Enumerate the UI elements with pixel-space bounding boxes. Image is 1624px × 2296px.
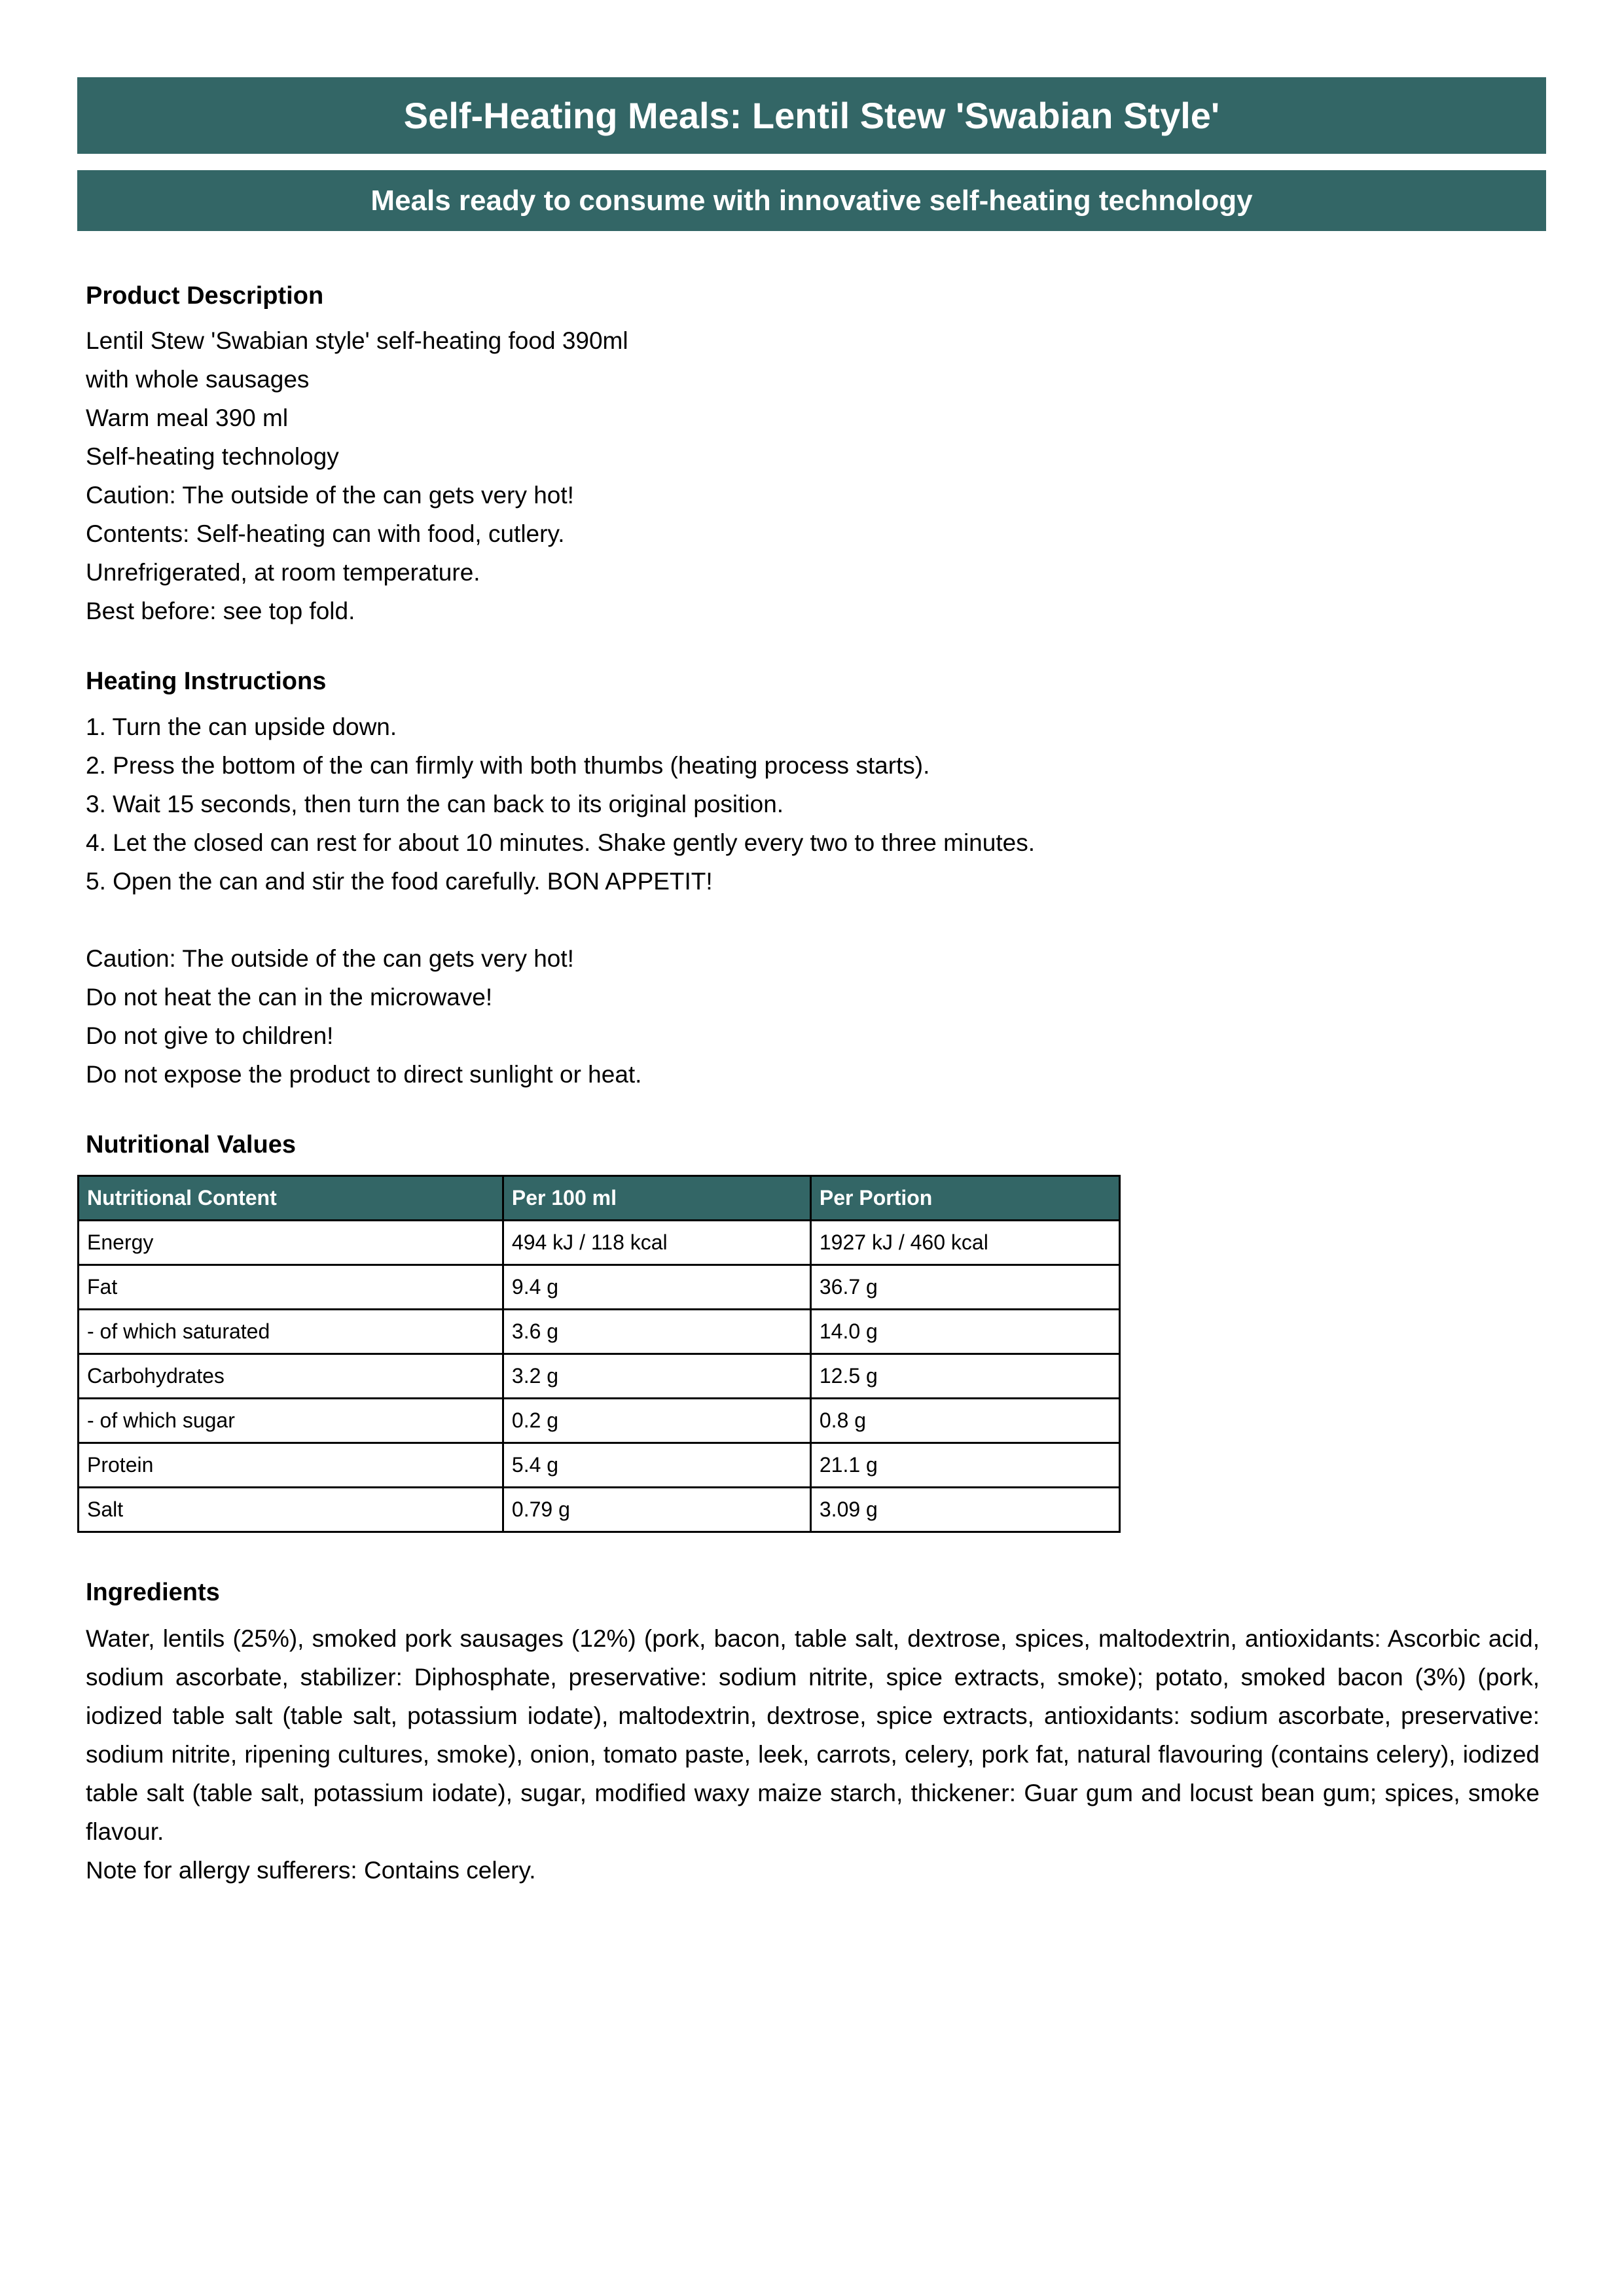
description-line: Unrefrigerated, at room temperature. bbox=[86, 559, 480, 586]
title-banner bbox=[77, 77, 1546, 154]
page-title: Self-Heating Meals: Lentil Stew 'Swabian Style' bbox=[403, 95, 1220, 136]
per-portion-value: 12.5 g bbox=[810, 1354, 1119, 1399]
instruction-step: 4. Let the closed can rest for about 10 minutes. Shake gently every two to three minutes. bbox=[86, 829, 1035, 856]
table-row bbox=[79, 1354, 1120, 1399]
product-description-list bbox=[86, 321, 628, 630]
per-100ml-value: 494 kJ / 118 kcal bbox=[503, 1221, 810, 1265]
nutrient-name: Protein bbox=[79, 1443, 503, 1488]
subtitle-banner bbox=[77, 170, 1546, 231]
per-portion-value: 3.09 g bbox=[810, 1488, 1119, 1532]
per-100ml-value: 3.6 g bbox=[503, 1310, 810, 1354]
description-line: with whole sausages bbox=[86, 366, 310, 393]
description-line: Lentil Stew 'Swabian style' self-heating food 390ml bbox=[86, 327, 628, 354]
warning-line: Caution: The outside of the can gets very hot! bbox=[86, 945, 574, 972]
nutrient-name: Carbohydrates bbox=[79, 1354, 503, 1399]
column-header: Per 100 ml bbox=[503, 1176, 810, 1221]
nutritional-values-heading: Nutritional Values bbox=[86, 1131, 296, 1158]
description-line: Caution: The outside of the can gets very hot! bbox=[86, 482, 574, 509]
allergy-note: Note for allergy sufferers: Contains celery. bbox=[86, 1857, 536, 1884]
nutrient-name: - of which sugar bbox=[79, 1399, 503, 1443]
per-100ml-value: 3.2 g bbox=[503, 1354, 810, 1399]
per-100ml-value: 5.4 g bbox=[503, 1443, 810, 1488]
ingredients-heading: Ingredients bbox=[86, 1579, 220, 1606]
ingredients-text: Water, lentils (25%), smoked pork sausages (12%) (pork, bacon, table salt, dextrose, spices, maltodextrin, antioxidants: Ascorbic acid, sodium ascorbate, stabilizer: Diphosphate, preservative: sodium nitrite, spice extracts, smoke); potato, smoked bacon (3%) (pork, iodized table salt (table salt, potassium iodate), maltodextrin, dextrose, spice extracts, antioxidants: sodium ascorbate, preservative: sodium nitrite, ripening cultures, smoke), onion, tomato paste, leek, carrots, celery, pork fat, natural flavouring (contains celery), iodized table salt (table salt, potassium iodate), sugar, modified waxy maize starch, thickener: Guar gum and locust bean gum; spices, smoke flavour. bbox=[86, 1625, 1540, 1845]
table-row bbox=[79, 1221, 1120, 1265]
warning-line: Do not give to children! bbox=[86, 1022, 334, 1049]
spacer bbox=[86, 901, 1035, 939]
nutrient-name: - of which saturated bbox=[79, 1310, 503, 1354]
per-portion-value: 0.8 g bbox=[810, 1399, 1119, 1443]
heating-instructions-list bbox=[86, 708, 1035, 1094]
per-portion-value: 36.7 g bbox=[810, 1265, 1119, 1310]
column-header: Per Portion bbox=[810, 1176, 1119, 1221]
description-line: Self-heating technology bbox=[86, 443, 339, 470]
nutrient-name: Fat bbox=[79, 1265, 503, 1310]
instruction-step: 2. Press the bottom of the can firmly with both thumbs (heating process starts). bbox=[86, 752, 930, 779]
product-description-heading: Product Description bbox=[86, 282, 324, 310]
per-100ml-value: 0.2 g bbox=[503, 1399, 810, 1443]
heating-instructions-heading: Heating Instructions bbox=[86, 668, 327, 695]
table-row bbox=[79, 1443, 1120, 1488]
table-row bbox=[79, 1310, 1120, 1354]
table-row bbox=[79, 1399, 1120, 1443]
table-row bbox=[79, 1488, 1120, 1532]
per-portion-value: 21.1 g bbox=[810, 1443, 1119, 1488]
per-portion-value: 1927 kJ / 460 kcal bbox=[810, 1221, 1119, 1265]
page-subtitle: Meals ready to consume with innovative self-heating technology bbox=[370, 184, 1253, 217]
instruction-step: 3. Wait 15 seconds, then turn the can back to its original position. bbox=[86, 791, 784, 817]
description-line: Best before: see top fold. bbox=[86, 598, 355, 624]
column-header: Nutritional Content bbox=[79, 1176, 503, 1221]
nutrient-name: Salt bbox=[79, 1488, 503, 1532]
description-line: Contents: Self-heating can with food, cutlery. bbox=[86, 520, 565, 547]
warning-line: Do not expose the product to direct sunlight or heat. bbox=[86, 1061, 642, 1088]
nutrition-table bbox=[77, 1175, 1121, 1533]
instruction-step: 5. Open the can and stir the food carefully. BON APPETIT! bbox=[86, 868, 713, 895]
table-row bbox=[79, 1265, 1120, 1310]
description-line: Warm meal 390 ml bbox=[86, 404, 289, 431]
per-100ml-value: 9.4 g bbox=[503, 1265, 810, 1310]
nutrient-name: Energy bbox=[79, 1221, 503, 1265]
table-header-row bbox=[79, 1176, 1120, 1221]
warning-line: Do not heat the can in the microwave! bbox=[86, 984, 493, 1011]
per-100ml-value: 0.79 g bbox=[503, 1488, 810, 1532]
instruction-step: 1. Turn the can upside down. bbox=[86, 713, 397, 740]
per-portion-value: 14.0 g bbox=[810, 1310, 1119, 1354]
